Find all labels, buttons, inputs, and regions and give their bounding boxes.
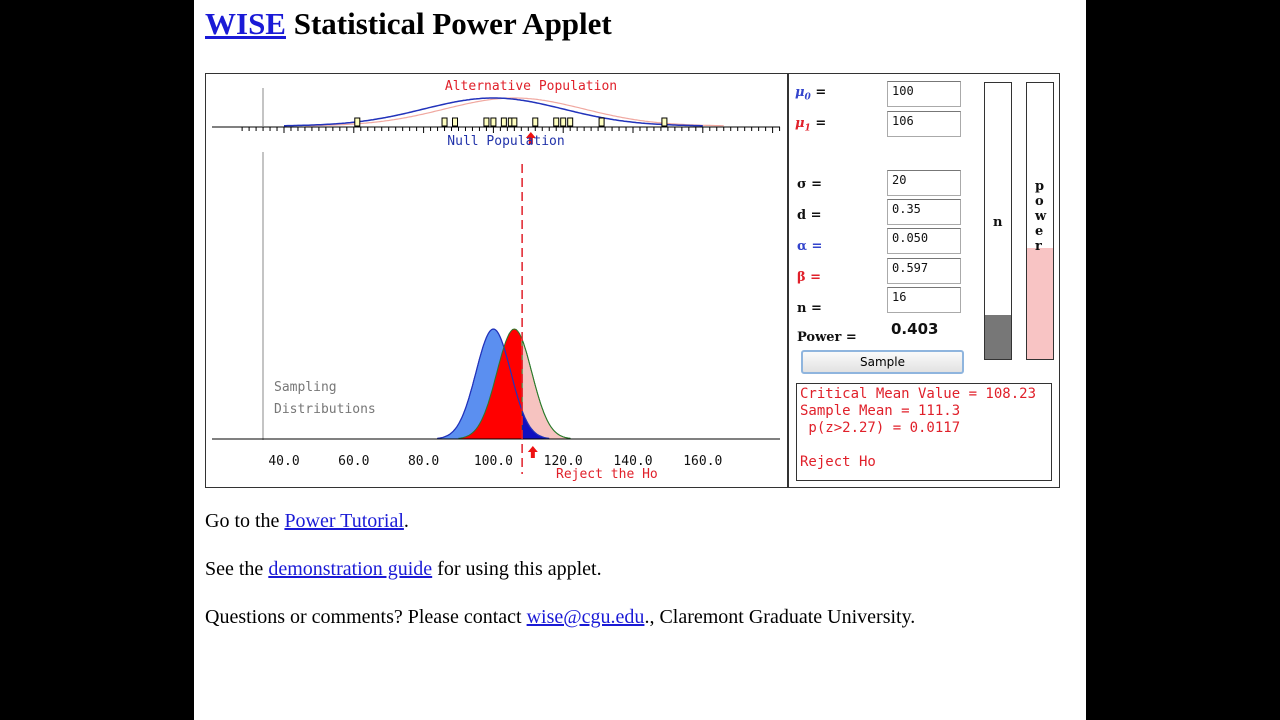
sample-marker [554,118,559,126]
result-box [796,383,1052,481]
mu0-field[interactable]: 100 [887,81,961,107]
sample-marker [568,118,573,126]
beta-label: β = [797,270,822,285]
power-bar-label: power [1035,179,1047,254]
mu0-label: $\mu_0$ = [795,85,827,103]
tick-label: 160.0 [683,454,723,469]
guide-paragraph: See the demonstration guide for using this applet. [205,558,602,580]
parameter-panel [787,74,1060,487]
sample-marker [442,118,447,126]
wise-link[interactable]: WISE [205,6,286,41]
spacer [800,437,1048,454]
page [194,0,1086,720]
sampling-label-1: Sampling [274,380,337,395]
tick-label: 60.0 [338,454,370,469]
sampling-label-2: Distributions [274,402,376,417]
sample-mean: Sample Mean = 111.3 [800,403,961,419]
power-bar-fill [1027,248,1053,359]
sample-marker [512,118,517,126]
contact-paragraph: Questions or comments? Please contact wise@cgu.edu., Claremont Graduate University. [205,606,916,628]
tick-label: 140.0 [613,454,653,469]
sample-marker [355,118,360,126]
sample-mean-arrow-bottom [528,446,538,458]
tick-label: 100.0 [473,454,513,469]
tick-label: 40.0 [268,454,300,469]
n-label: n = [797,301,822,316]
alt-population-label: Alternative Population [444,79,618,94]
n-field[interactable]: 16 [887,287,961,313]
mu1-field[interactable]: 106 [887,111,961,137]
demonstration-guide-link[interactable]: demonstration guide [268,558,433,580]
alpha-field[interactable]: 0.050 [887,228,961,254]
tick-label: 80.0 [407,454,440,469]
sample-marker [453,118,458,126]
beta-field[interactable]: 0.597 [887,258,961,284]
sample-marker [662,118,667,126]
sample-marker [484,118,489,126]
alpha-label: α = [797,239,823,254]
tick-label: 120.0 [543,454,583,469]
email-link[interactable]: wise@cgu.edu [526,606,645,628]
power-label: Power = [797,330,857,345]
power-field[interactable]: 0.403 [887,318,961,344]
d-field[interactable]: 0.35 [887,199,961,225]
sigma-label: σ = [797,177,823,192]
sigma-field[interactable]: 20 [887,170,961,196]
p-value: p(z>2.27) = 0.0117 [800,420,961,436]
title-text: Statistical Power Applet [285,6,612,41]
n-bar[interactable] [984,82,1012,360]
sample-button[interactable]: Sample [801,350,964,374]
sample-marker [599,118,604,126]
n-bar-label: n [993,215,1003,230]
power-applet[interactable] [205,73,1060,488]
distribution-plot[interactable] [206,74,787,487]
power-bar[interactable] [1026,82,1054,360]
sample-marker [501,118,506,126]
critical-mean-value: Critical Mean Value = 108.23 [800,386,1037,402]
null-population-label: Null Population [447,134,565,149]
tutorial-paragraph: Go to the Power Tutorial. [205,510,409,532]
mu1-label: $\mu_1$ = [795,116,827,134]
power-tutorial-link[interactable]: Power Tutorial [284,510,404,532]
decision: Reject Ho [800,454,876,470]
power-region [522,339,570,439]
sample-marker [533,118,538,126]
page-title [205,6,612,42]
n-bar-fill [985,315,1011,359]
reject-label: Reject the Ho [556,467,658,482]
sample-marker [561,118,566,126]
d-label: d = [797,208,822,223]
sample-marker [491,118,496,126]
